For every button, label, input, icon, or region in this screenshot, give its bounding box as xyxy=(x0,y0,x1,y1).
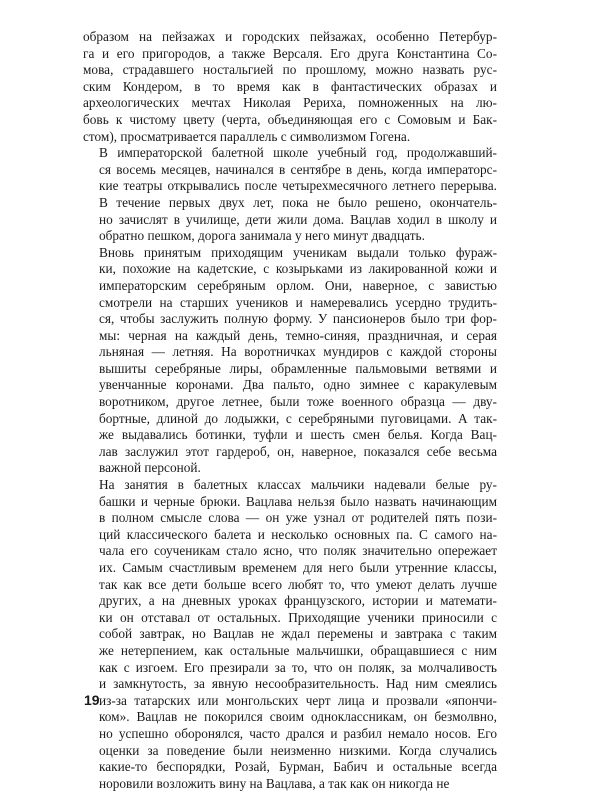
text-line: мова, страдавшего ностальгией по прошлому, можно назвать рус- xyxy=(83,62,497,78)
page-number: 19 xyxy=(84,692,100,708)
text-line: но зачислят в училище, дети жили дома. Вацлав ходил в школу и xyxy=(99,211,497,227)
text-line: обратно пешком, дорога занимала у него минут двадцать. xyxy=(99,228,425,244)
text-line: В течение первых двух лет, пока не было решено, окончатель- xyxy=(99,194,497,210)
text-line: так как все дети больше всего любят то, что умеют делать лучше xyxy=(99,576,497,592)
paragraph xyxy=(83,145,497,245)
text-line: норовили возложить вину на Вацлава, а так как он никогда не xyxy=(99,775,450,791)
text-line: В императорской балетной школе учебный год, продолжавший- xyxy=(99,145,497,161)
text-line: увенчанные коронами. Два пальто, одно зимнее с каракулевым xyxy=(99,377,497,393)
text-line: воротником, другое летнее, были тоже военного образца — дву- xyxy=(99,394,497,410)
text-line: бовь к чистому цвету (черта, объединяющая его с Сомовым и Бак- xyxy=(83,111,497,127)
text-line: в полном смысле слова — он уже узнал от родителей пять пози- xyxy=(99,510,497,526)
text-line: из-за татарских или монгольских черт лица и прозвали «япончи- xyxy=(99,692,497,708)
text-line: На занятия в балетных классах мальчики надевали белые ру- xyxy=(99,477,497,493)
text-line: стом), просматривается параллель с символизмом Гогена. xyxy=(83,128,411,144)
text-line: же выдавались ботинки, туфли и шесть смен белья. Когда Вац- xyxy=(99,427,497,443)
text-line: их. Самым счастливым временем для него были утренние классы, xyxy=(99,560,497,575)
text-line: ся восемь месяцев, начинался в сентябре в день, когда императорс- xyxy=(99,161,497,177)
text-line: и замкнутость, за явную несообразительность. Над ним смеялись xyxy=(99,676,497,692)
text-line: какие-то беспорядки, Розай, Бурман, Бабич и остальные всегда xyxy=(99,759,497,775)
text-line: археологических мечтах Николая Рериха, помноженных на лю- xyxy=(83,95,497,111)
text-line: бортные, длиной до лодыжки, с серебряными пуговицами. А так- xyxy=(99,410,497,426)
text-line: чала его соученикам стало ясно, что поляк значительно опережает xyxy=(99,543,497,559)
text-line: важной персоной. xyxy=(99,460,201,476)
paragraph xyxy=(83,29,497,145)
text-line: императорским серебряным орлом. Они, наверное, с завистью xyxy=(99,277,497,293)
text-line: ся, чтобы заслужить полную форму. У пансионеров было три фор- xyxy=(99,311,497,327)
text-line: как с изгоем. Его презирали за то, что он поляк, за молчаливость xyxy=(99,659,497,675)
text-line: ским Кондером, в то время как в фантастических образах и xyxy=(83,78,497,94)
text-line: но успешно оборонялся, часто дрался и разбил немало носов. Его xyxy=(99,725,497,741)
text-line: собой завтрак, но Вацлав не ждал перемены и завтрака с таким xyxy=(99,626,497,642)
text-line: кие театры открывались после четырехмесячного летнего перерыва. xyxy=(99,178,497,194)
text-line: льняная — летняя. На воротничках мундиров с каждой стороны xyxy=(99,344,497,360)
body-text xyxy=(83,29,497,792)
paragraph xyxy=(83,245,497,477)
text-line: оценки за поведение были неизменно низкими. Когда случались xyxy=(99,742,497,758)
text-line: Вновь принятым приходящим ученикам выдали только фураж- xyxy=(99,244,497,260)
text-line: других, а на дневных уроках французского, истории и математи- xyxy=(99,593,497,609)
text-line: ком». Вацлав не покорился своим одноклассникам, он безмолвно, xyxy=(99,709,497,725)
text-line: лав заслужил этот гардероб, он, наверное, показался себе весьма xyxy=(99,443,497,459)
text-line: мы: черная на каждый день, темно-синяя, праздничная, и серая xyxy=(99,327,497,343)
text-line: ций классического балета и несколько основных па. С самого на- xyxy=(99,526,497,542)
text-line: же нетерпением, как остальные мальчишки, обращавшиеся с ним xyxy=(99,642,497,658)
text-line: ки, похожие на кадетские, с козырьками из лакированной кожи и xyxy=(99,261,497,277)
paragraph xyxy=(83,477,497,792)
text-line: ки он отставал от остальных. Приходящие ученики приносили с xyxy=(99,609,497,625)
text-line: га и его пригородов, а также Версаля. Его друга Константина Со- xyxy=(83,45,497,61)
text-line: смотрели на старших учеников и намеревались усердно трудить- xyxy=(99,294,497,310)
text-line: образом на пейзажах и городских пейзажах, особенно Петербур- xyxy=(83,29,497,44)
text-line: вышиты серебряные лиры, обрамленные пальмовыми ветвями и xyxy=(99,360,497,376)
text-line: башки и черные брюки. Вацлава нельзя было назвать начинающим xyxy=(99,493,497,509)
